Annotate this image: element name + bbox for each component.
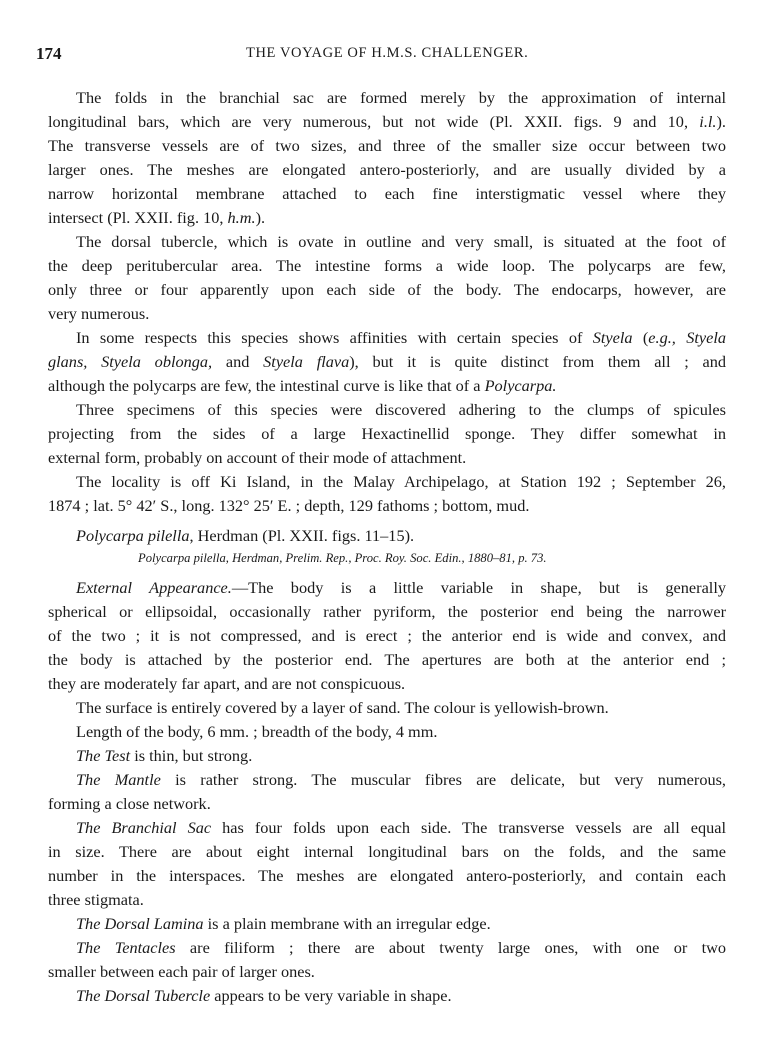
text-line: The dorsal tubercle, which is ovate in outline and very small, is situated at the foot of: [76, 232, 726, 251]
text-line: larger ones. The meshes are elongated antero-posteriorly, and are usually divided by a: [48, 160, 726, 179]
text-line: smaller between each pair of larger ones.: [48, 962, 315, 981]
text-line: In some respects this species shows affinities with certain species of Styela (e.g., Styela: [76, 328, 726, 347]
text-line: The Tentacles are filiform ; there are about twenty large ones, with one or two: [76, 938, 726, 957]
text-line: The Branchial Sac has four folds upon each side. The transverse vessels are all equal: [76, 818, 726, 837]
text-line: glans, Styela oblonga, and Styela flava), but it is quite distinct from them all ; and: [48, 352, 727, 371]
text-line: very numerous.: [48, 304, 150, 323]
text-line: Length of the body, 6 mm. ; breadth of the body, 4 mm.: [76, 722, 438, 741]
text-line: The Dorsal Lamina is a plain membrane with an irregular edge.: [76, 914, 491, 933]
text-line: The Test is thin, but strong.: [76, 746, 253, 765]
text-line: narrow horizontal membrane attached to each fine interstigmatic vessel where they: [48, 184, 726, 203]
text-line: number in the interspaces. The meshes are elongated antero-posteriorly, and contain each: [48, 866, 726, 885]
text-line: in size. There are about eight internal longitudinal bars on the folds, and the same: [48, 842, 726, 861]
text-line: the body is attached by the posterior end. The apertures are both at the anterior end ;: [48, 650, 726, 669]
text-line: The folds in the branchial sac are formed merely by the approximation of internal: [76, 88, 726, 107]
text-line: External Appearance.—The body is a little variable in shape, but is generally: [76, 578, 726, 597]
text-line: three stigmata.: [48, 890, 144, 909]
running-title: THE VOYAGE OF H.M.S. CHALLENGER.: [246, 45, 529, 61]
text-line: although the polycarps are few, the intestinal curve is like that of a Polycarpa.: [48, 376, 557, 395]
text-line: The Mantle is rather strong. The muscular fibres are delicate, but very numerous,: [76, 770, 727, 789]
text-line: projecting from the sides of a large Hexactinellid sponge. They differ somewhat in: [48, 424, 726, 443]
species-heading: Polycarpa pilella, Herdman (Pl. XXII. figs. 11–15).: [76, 526, 415, 545]
text-line: The locality is off Ki Island, in the Malay Archipelago, at Station 192 ; September 26,: [76, 472, 726, 491]
page-number: 174: [36, 44, 62, 63]
text-line: forming a close network.: [48, 794, 211, 813]
text-line: intersect (Pl. XXII. fig. 10, h.m.).: [48, 208, 266, 227]
text-line: of the two ; it is not compressed, and is erect ; the anterior end is wide and convex, and: [48, 626, 726, 645]
text-line: they are moderately far apart, and are not conspicuous.: [48, 674, 406, 693]
literature-reference: Polycarpa pilella, Herdman, Prelim. Rep., Proc. Roy. Soc. Edin., 1880–81, p. 73.: [138, 551, 547, 565]
text-line: The surface is entirely covered by a layer of sand. The colour is yellowish-brown.: [76, 698, 609, 717]
text-line: 1874 ; lat. 5° 42′ S., long. 132° 25′ E. ; depth, 129 fathoms ; bottom, mud.: [48, 496, 530, 515]
text-line: external form, probably on account of their mode of attachment.: [48, 448, 467, 467]
text-line: the deep peritubercular area. The intestine forms a wide loop. The polycarps are few,: [48, 256, 726, 275]
text-line: The Dorsal Tubercle appears to be very variable in shape.: [76, 986, 452, 1005]
text-line: Three specimens of this species were discovered adhering to the clumps of spicules: [76, 400, 726, 419]
text-line: The transverse vessels are of two sizes, and three of the smaller size occur between two: [48, 136, 726, 155]
text-line: spherical or ellipsoidal, occasionally rather pyriform, the posterior end being the narrower: [48, 602, 726, 621]
text-line: longitudinal bars, which are very numerous, but not wide (Pl. XXII. figs. 9 and 10, i.l.).: [48, 112, 726, 131]
text-line: only three or four apparently upon each side of the body. The endocarps, however, are: [48, 280, 726, 299]
